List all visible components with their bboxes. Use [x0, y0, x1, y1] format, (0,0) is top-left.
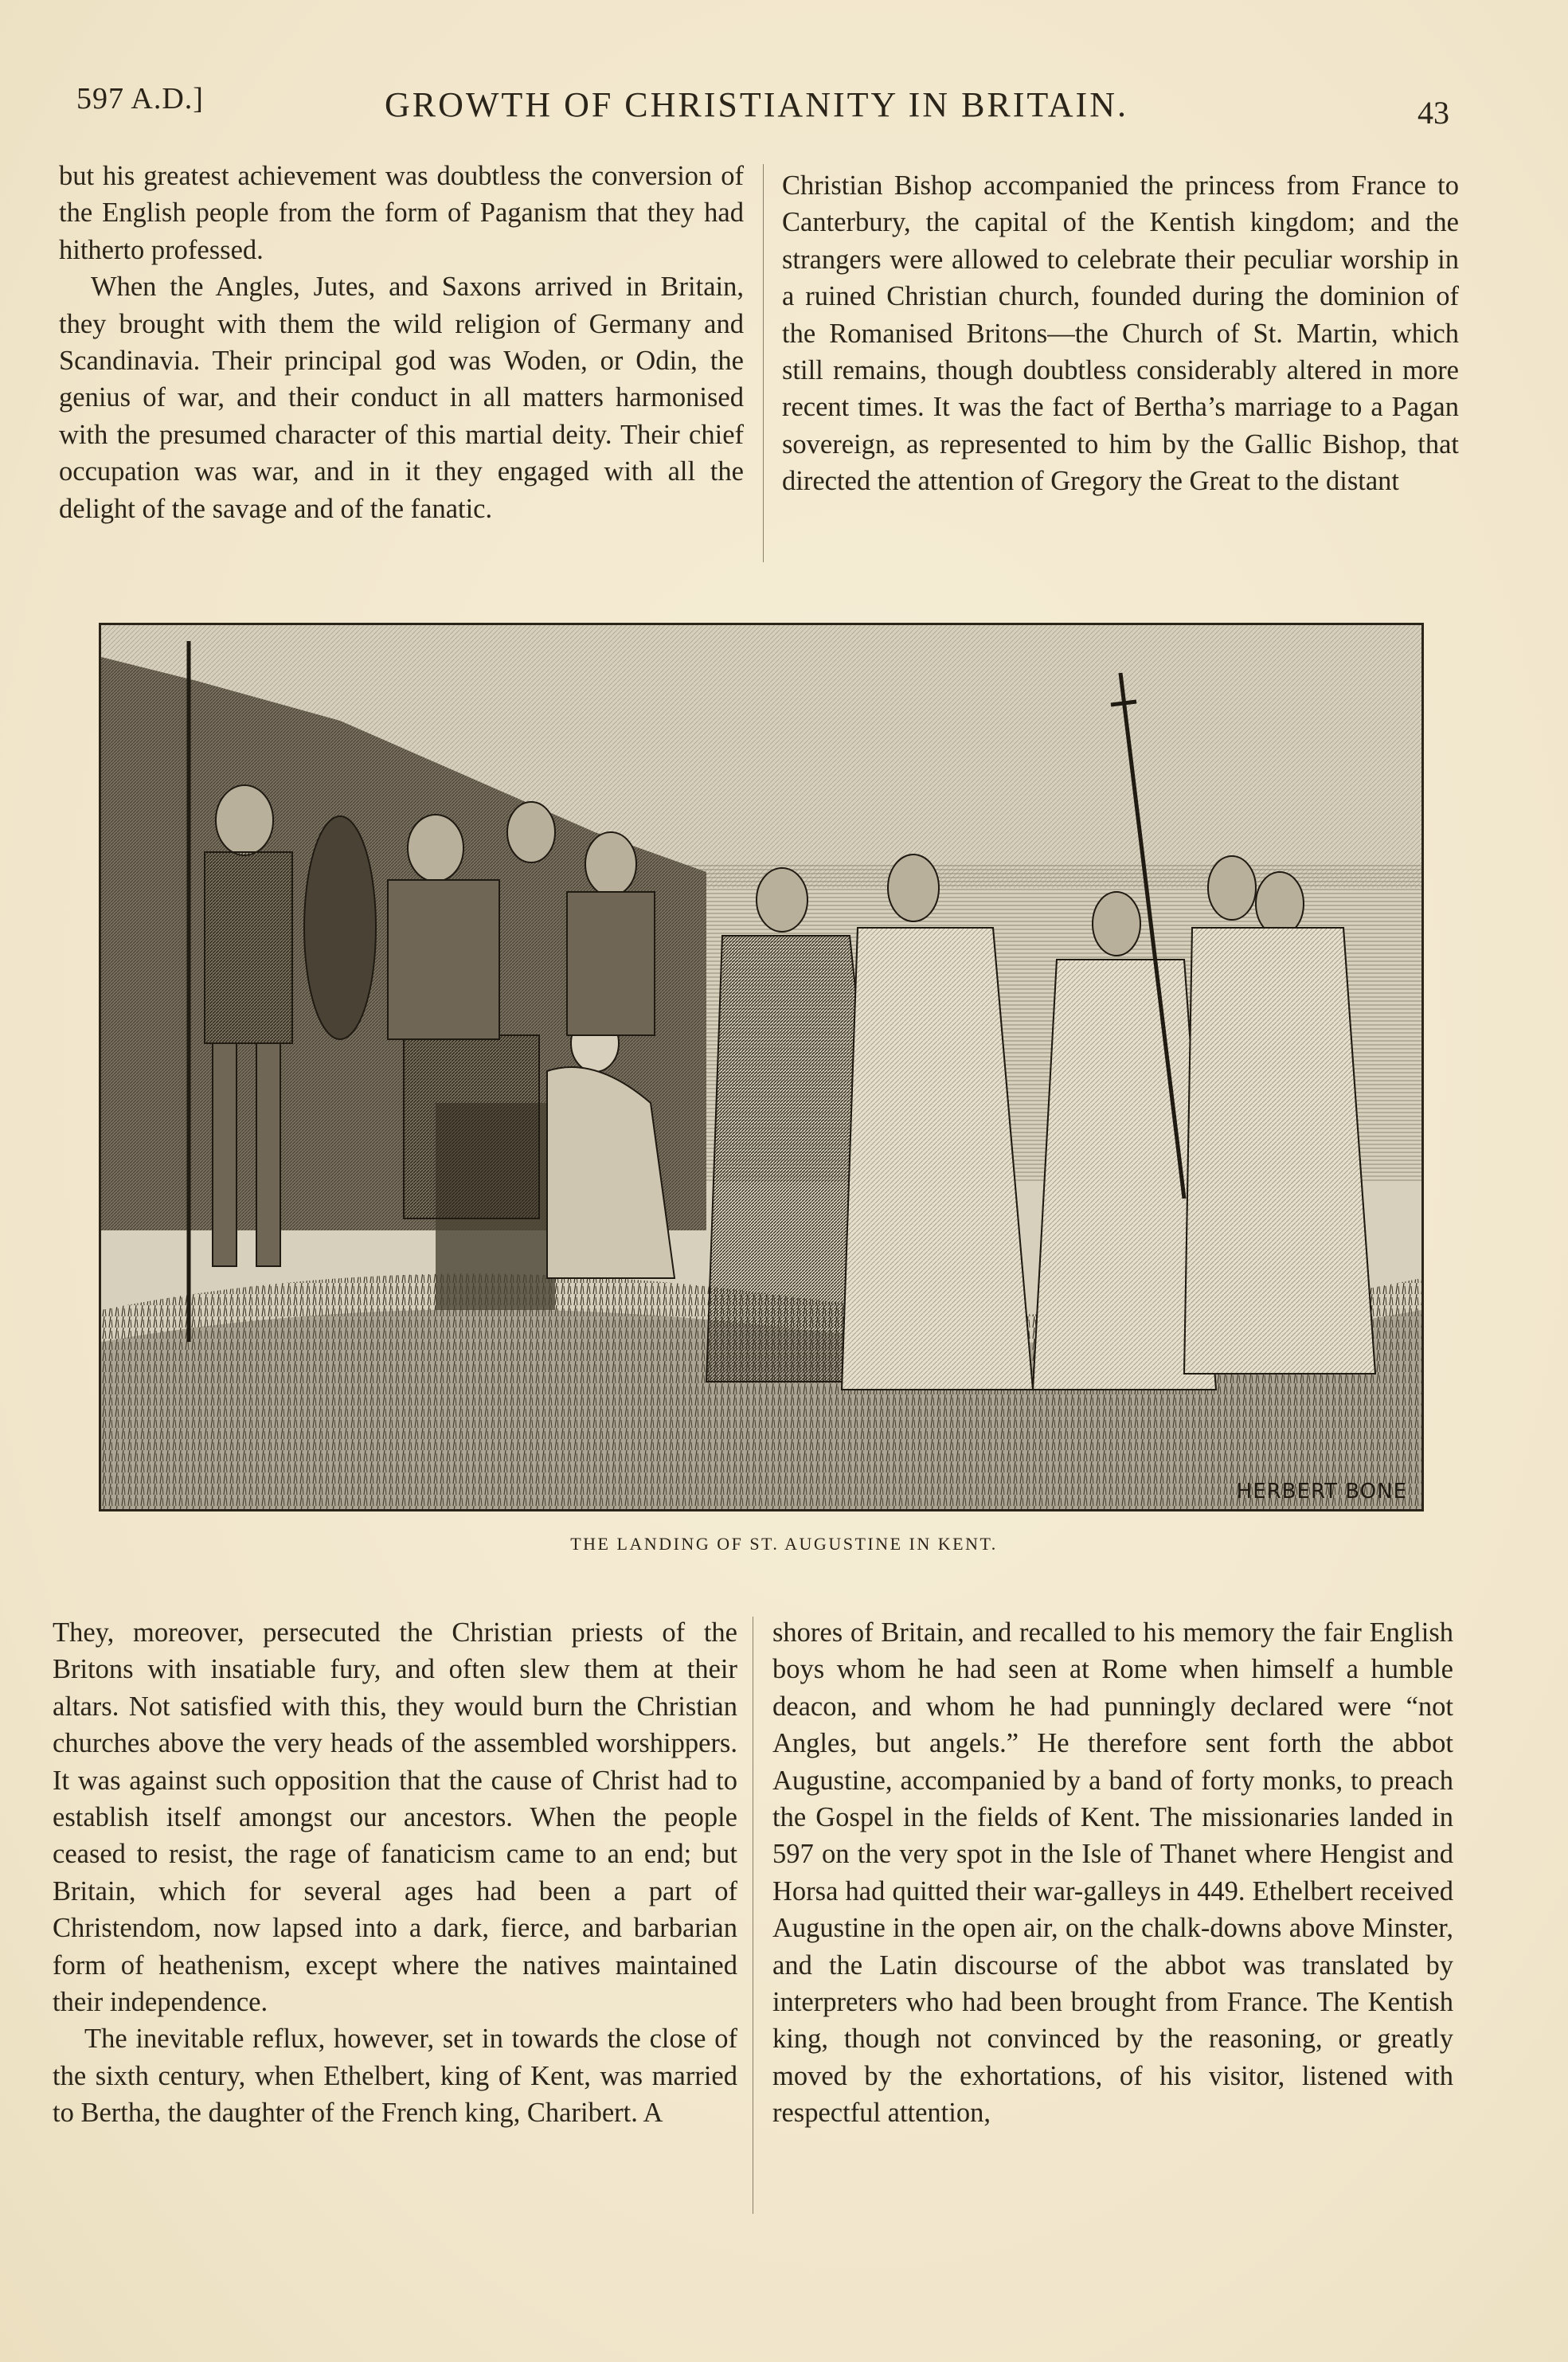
paragraph: When the Angles, Jutes, and Saxons arrived in Britain, they brought with them the wild religion of Germany and Scandinavia. Their principal god was Woden, or Odin, the genius of war, and their conduct in all matters harmonised with the presumed character of this martial deity. Their chief occupation was war, and in it they engaged with all the delight of the savage and of the fanatic. [59, 272, 744, 524]
paragraph: They, moreover, persecuted the Christian priests of the Britons with insatiable fury, and often slew them at their altars. Not satisfied with this, they would burn the Christian churches above the very heads of the assembled worshippers. It was against such opposition that the cause of Christ had to establish itself amongst our ancestors. When the people ceased to resist, the rage of fanaticism came to an end; but Britain, which for several ages had been a part of Christendom, now lapsed into a dark, fierce, and barbarian form of heathenism, except where the natives maintained their independence. [53, 1617, 737, 2018]
page-number: 43 [1417, 95, 1449, 131]
column-top-right [782, 167, 1459, 500]
running-header [64, 78, 1449, 131]
column-top-left [59, 158, 744, 527]
paragraph: but his greatest achievement was doubtless the conversion of the English people from the form of Paganism that they had hitherto professed. [59, 161, 744, 265]
artist-signature: HERBERT BONE [1236, 1480, 1407, 1504]
column-bottom-right [772, 1614, 1453, 2132]
figure-caption: THE LANDING OF ST. AUGUSTINE IN KENT. [570, 1534, 998, 1554]
engraving-drawing [101, 625, 1421, 1509]
column-bottom-left [53, 1614, 737, 2132]
paragraph: Christian Bishop accompanied the princess from France to Canterbury, the capital of the Kentish kingdom; and the strangers were allowed to celebrate their peculiar worship in a ruined Christian church, founded during the dominion of the Romanised Britons—the Church of St. Martin, which still remains, though doubtless considerably altered in more recent times. It was the fact of Bertha’s marriage to a Pagan sovereign, as represented to him by the Gallic Bishop, that directed the attention of Gregory the Great to the distant [782, 170, 1459, 497]
paragraph: shores of Britain, and recalled to his memory the fair English boys whom he had seen at Rome when himself a humble deacon, and whom he had punningly declared were “not Angles, but angels.” He therefore sent forth the abbot Augustine, accompanied by a band of forty monks, to preach the Gospel in the fields of Kent. The missionaries landed in 597 on the very spot in the Isle of Thanet where Hengist and Horsa had quitted their war-galleys in 449. Ethelbert received Augustine in the open air, on the chalk-downs above Minster, and the Latin discourse of the abbot was translated by interpreters who had been brought from France. The Kentish king, though not convinced by the reasoning, or greatly moved by the exhortations, of his visitor, listened with respectful attention, [772, 1617, 1453, 2129]
engraving-illustration [99, 623, 1424, 1511]
column-divider [763, 164, 764, 562]
page-title: GROWTH OF CHRISTIANITY IN BRITAIN. [384, 85, 1128, 124]
paragraph: The inevitable reflux, however, set in towards the close of the sixth century, when Ethelbert, king of Kent, was married to Bertha, the daughter of the French king, Charibert. A [53, 2024, 737, 2129]
header-date: 597 A.D.] [76, 82, 204, 115]
